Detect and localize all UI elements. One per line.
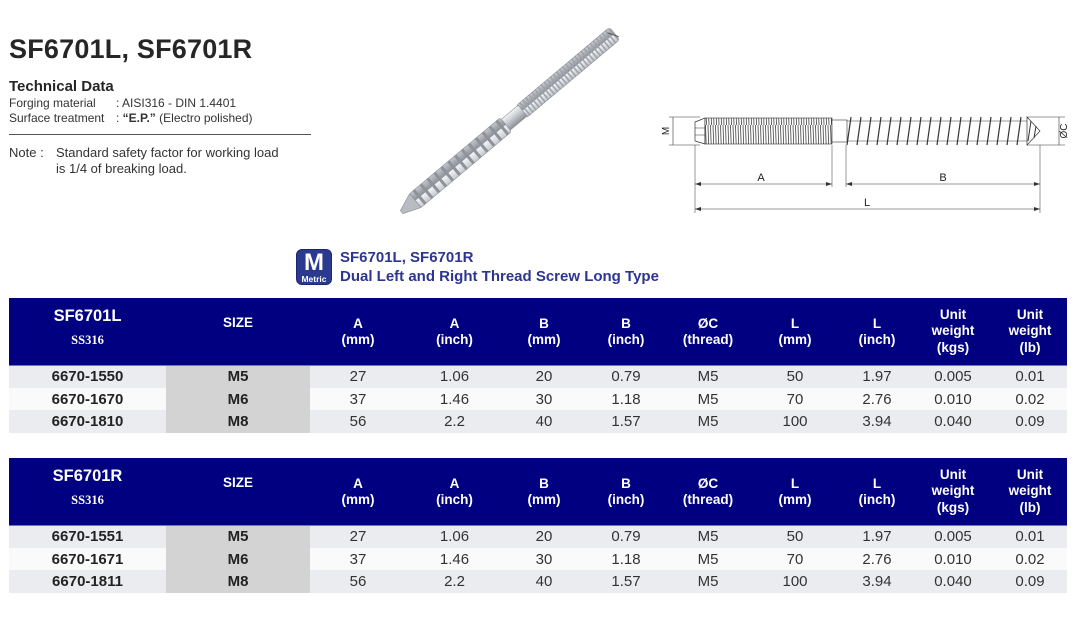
l-mm: 70 [749, 388, 841, 411]
col-header-b-inch: B (inch) [585, 298, 667, 365]
c-thread: M5 [667, 410, 749, 433]
spec-label: Forging material [9, 96, 96, 110]
safety-note [9, 145, 279, 177]
l-inch: 1.97 [841, 525, 913, 548]
b-inch: 0.79 [585, 525, 667, 548]
size: M8 [166, 570, 310, 593]
part-number: 6670-1810 [9, 410, 166, 433]
weight-lb: 0.02 [993, 548, 1067, 571]
note-text: Standard safety factor for working load is 1/4 of breaking load. [56, 145, 279, 176]
table-row [9, 570, 1067, 593]
dim-label-c: ØC [1059, 123, 1070, 139]
l-mm: 50 [749, 525, 841, 548]
col-header-a-mm: A (mm) [310, 458, 406, 525]
weight-kgs: 0.010 [913, 548, 993, 571]
l-inch: 2.76 [841, 388, 913, 411]
b-mm: 30 [503, 388, 585, 411]
spec-table-sf6701l [9, 298, 1067, 433]
col-header-l-inch: L (inch) [841, 458, 913, 525]
col-header-weight-kgs: Unit weight (kgs) [913, 298, 993, 365]
a-mm: 37 [310, 388, 406, 411]
b-inch: 1.18 [585, 548, 667, 571]
weight-lb: 0.09 [993, 410, 1067, 433]
l-inch: 3.94 [841, 570, 913, 593]
col-header-l-mm: L (mm) [749, 458, 841, 525]
col-header-b-inch: B (inch) [585, 458, 667, 525]
divider [9, 134, 311, 135]
weight-kgs: 0.005 [913, 365, 993, 388]
c-thread: M5 [667, 548, 749, 571]
a-inch: 1.46 [406, 388, 503, 411]
table-row [9, 410, 1067, 433]
col-header-a-inch: A (inch) [406, 298, 503, 365]
b-inch: 1.57 [585, 570, 667, 593]
l-inch: 1.97 [841, 365, 913, 388]
c-thread: M5 [667, 525, 749, 548]
size: M5 [166, 525, 310, 548]
l-inch: 3.94 [841, 410, 913, 433]
l-mm: 100 [749, 410, 841, 433]
metric-badge-icon: M Metric [296, 249, 332, 285]
b-inch: 1.18 [585, 388, 667, 411]
col-header-c-thread: ØC (thread) [667, 458, 749, 525]
product-subtitle [340, 248, 659, 286]
table-header-row [9, 298, 1067, 365]
a-inch: 1.46 [406, 548, 503, 571]
table-row [9, 365, 1067, 388]
col-header-a-mm: A (mm) [310, 298, 406, 365]
table-code-header: SF6701R SS316 [9, 458, 166, 525]
a-inch: 2.2 [406, 410, 503, 433]
weight-lb: 0.01 [993, 525, 1067, 548]
c-thread: M5 [667, 365, 749, 388]
technical-drawing [655, 95, 1075, 220]
col-header-l-mm: L (mm) [749, 298, 841, 365]
dim-label-a: A [757, 172, 765, 184]
weight-kgs: 0.005 [913, 525, 993, 548]
screw-photo [375, 12, 650, 217]
dim-label-l: L [863, 197, 871, 209]
b-mm: 20 [503, 525, 585, 548]
page-title: SF6701L, SF6701R [9, 34, 253, 64]
col-header-size: SIZE [166, 298, 310, 365]
weight-lb: 0.09 [993, 570, 1067, 593]
col-header-size: SIZE [166, 458, 310, 525]
col-header-weight-lb: Unit weight (lb) [993, 298, 1067, 365]
size: M8 [166, 410, 310, 433]
table-row [9, 548, 1067, 571]
l-inch: 2.76 [841, 548, 913, 571]
b-inch: 1.57 [585, 410, 667, 433]
part-number: 6670-1551 [9, 525, 166, 548]
a-mm: 56 [310, 570, 406, 593]
subtitle-codes: SF6701L, SF6701R [340, 249, 474, 266]
l-mm: 70 [749, 548, 841, 571]
table-row [9, 525, 1067, 548]
b-mm: 20 [503, 365, 585, 388]
size: M6 [166, 388, 310, 411]
dim-label-b: B [939, 172, 947, 184]
a-inch: 1.06 [406, 525, 503, 548]
part-number: 6670-1550 [9, 365, 166, 388]
a-mm: 37 [310, 548, 406, 571]
spec-value: : “E.P.” (Electro polished) [116, 111, 253, 125]
col-header-b-mm: B (mm) [503, 298, 585, 365]
table-row [9, 388, 1067, 411]
spec-value: : AISI316 - DIN 1.4401 [116, 96, 237, 110]
a-mm: 27 [310, 365, 406, 388]
technical-data-heading: Technical Data [9, 78, 114, 95]
spec-forging-material [9, 96, 236, 110]
a-mm: 56 [310, 410, 406, 433]
col-header-b-mm: B (mm) [503, 458, 585, 525]
part-number: 6670-1670 [9, 388, 166, 411]
a-inch: 2.2 [406, 570, 503, 593]
col-header-weight-lb: Unit weight (lb) [993, 458, 1067, 525]
col-header-weight-kgs: Unit weight (kgs) [913, 458, 993, 525]
b-mm: 30 [503, 548, 585, 571]
spec-label: Surface treatment [9, 111, 105, 125]
dim-label-m: M [661, 126, 672, 136]
l-mm: 50 [749, 365, 841, 388]
b-inch: 0.79 [585, 365, 667, 388]
weight-lb: 0.01 [993, 365, 1067, 388]
c-thread: M5 [667, 388, 749, 411]
spec-surface-treatment [9, 111, 253, 125]
weight-kgs: 0.040 [913, 570, 993, 593]
b-mm: 40 [503, 410, 585, 433]
col-header-a-inch: A (inch) [406, 458, 503, 525]
size: M6 [166, 548, 310, 571]
part-number: 6670-1811 [9, 570, 166, 593]
l-mm: 100 [749, 570, 841, 593]
weight-lb: 0.02 [993, 388, 1067, 411]
col-header-c-thread: ØC (thread) [667, 298, 749, 365]
c-thread: M5 [667, 570, 749, 593]
col-header-l-inch: L (inch) [841, 298, 913, 365]
part-number: 6670-1671 [9, 548, 166, 571]
weight-kgs: 0.040 [913, 410, 993, 433]
a-mm: 27 [310, 525, 406, 548]
b-mm: 40 [503, 570, 585, 593]
size: M5 [166, 365, 310, 388]
table-code-header: SF6701L SS316 [9, 298, 166, 365]
table-header-row [9, 458, 1067, 525]
weight-kgs: 0.010 [913, 388, 993, 411]
a-inch: 1.06 [406, 365, 503, 388]
subtitle-description: Dual Left and Right Thread Screw Long Type [340, 268, 659, 285]
spec-table-sf6701r [9, 458, 1067, 593]
note-label: Note : [9, 145, 44, 160]
